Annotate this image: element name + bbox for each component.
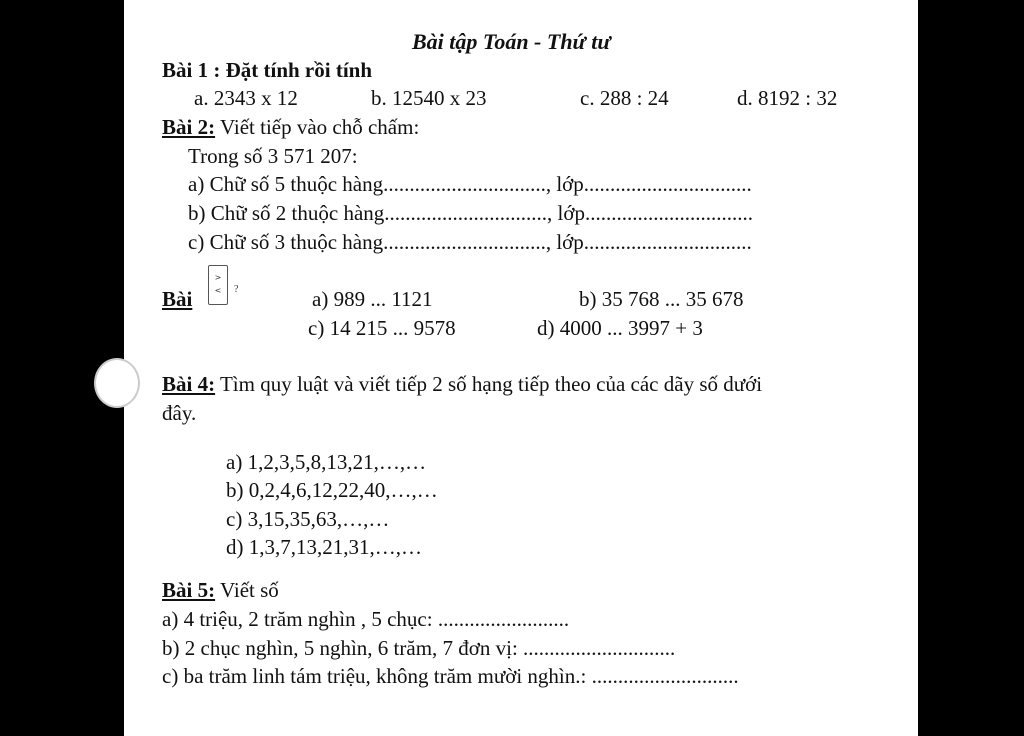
bai2-instruction: Viết tiếp vào chỗ chấm: [215,115,420,139]
bai3-item-b: b) 35 768 ... 35 678 [579,287,744,311]
badge-question-mark: ? [234,284,239,295]
bai4-item-c: c) 3,15,35,63,…,… [226,507,390,531]
bai4-item-b: b) 0,2,4,6,12,22,40,…,… [226,478,438,502]
bai4-item-a: a) 1,2,3,5,8,13,21,…,… [226,450,427,474]
bai1-item-a: a. 2343 x 12 [194,86,298,110]
bai5-instruction: Viết số [215,578,279,602]
bai2-intro: Trong số 3 571 207: [188,144,358,168]
bai5-item-c: c) ba trăm linh tám triệu, không trăm mười nghìn.: ............................ [162,664,739,688]
bai4-instruction: Tìm quy luật và viết tiếp 2 số hạng tiếp theo của các dãy số dưới [215,372,763,396]
bai5-item-a: a) 4 triệu, 2 trăm nghìn , 5 chục: ......................... [162,607,570,631]
bai2-label: Bài 2: [162,115,216,139]
bai2-item-b: b) Chữ số 2 thuộc hàng..............................., lớp................................ [188,201,753,225]
bai3-item-c: c) 14 215 ... 9578 [308,316,456,340]
bai2-heading [162,115,419,139]
worksheet-page [124,0,918,736]
less-than-symbol: < [214,286,222,295]
bai3-label: Bài [162,287,193,311]
worksheet-title: Bài tập Toán - Thứ tư [412,29,611,54]
bai1-heading: Bài 1 : Đặt tính rồi tính [162,58,373,82]
bai3-item-d: d) 4000 ... 3997 + 3 [537,316,703,340]
bai2-item-a: a) Chữ số 5 thuộc hàng..............................., lớp................................ [188,172,752,196]
bai3-item-a: a) 989 ... 1121 [312,287,433,311]
bai2-item-c: c) Chữ số 3 thuộc hàng..............................., lớp................................ [188,230,752,254]
bai5-heading [162,578,279,602]
scroll-indicator-circle[interactable] [94,358,140,408]
bai1-item-c: c. 288 : 24 [580,86,669,110]
bai5-label: Bài 5: [162,578,216,602]
greater-than-symbol: > [214,273,222,282]
bai4-heading [162,372,762,396]
bai1-item-d: d. 8192 : 32 [737,86,838,110]
bai4-item-d: d) 1,3,7,13,21,31,…,… [226,535,422,559]
compare-symbol-badge [208,265,228,305]
bai4-instruction-cont: đây. [162,401,197,425]
bai4-label: Bài 4: [162,372,216,396]
bai1-item-b: b. 12540 x 23 [371,86,487,110]
bai5-item-b: b) 2 chục nghìn, 5 nghìn, 6 trăm, 7 đơn vị: ............................. [162,636,676,660]
